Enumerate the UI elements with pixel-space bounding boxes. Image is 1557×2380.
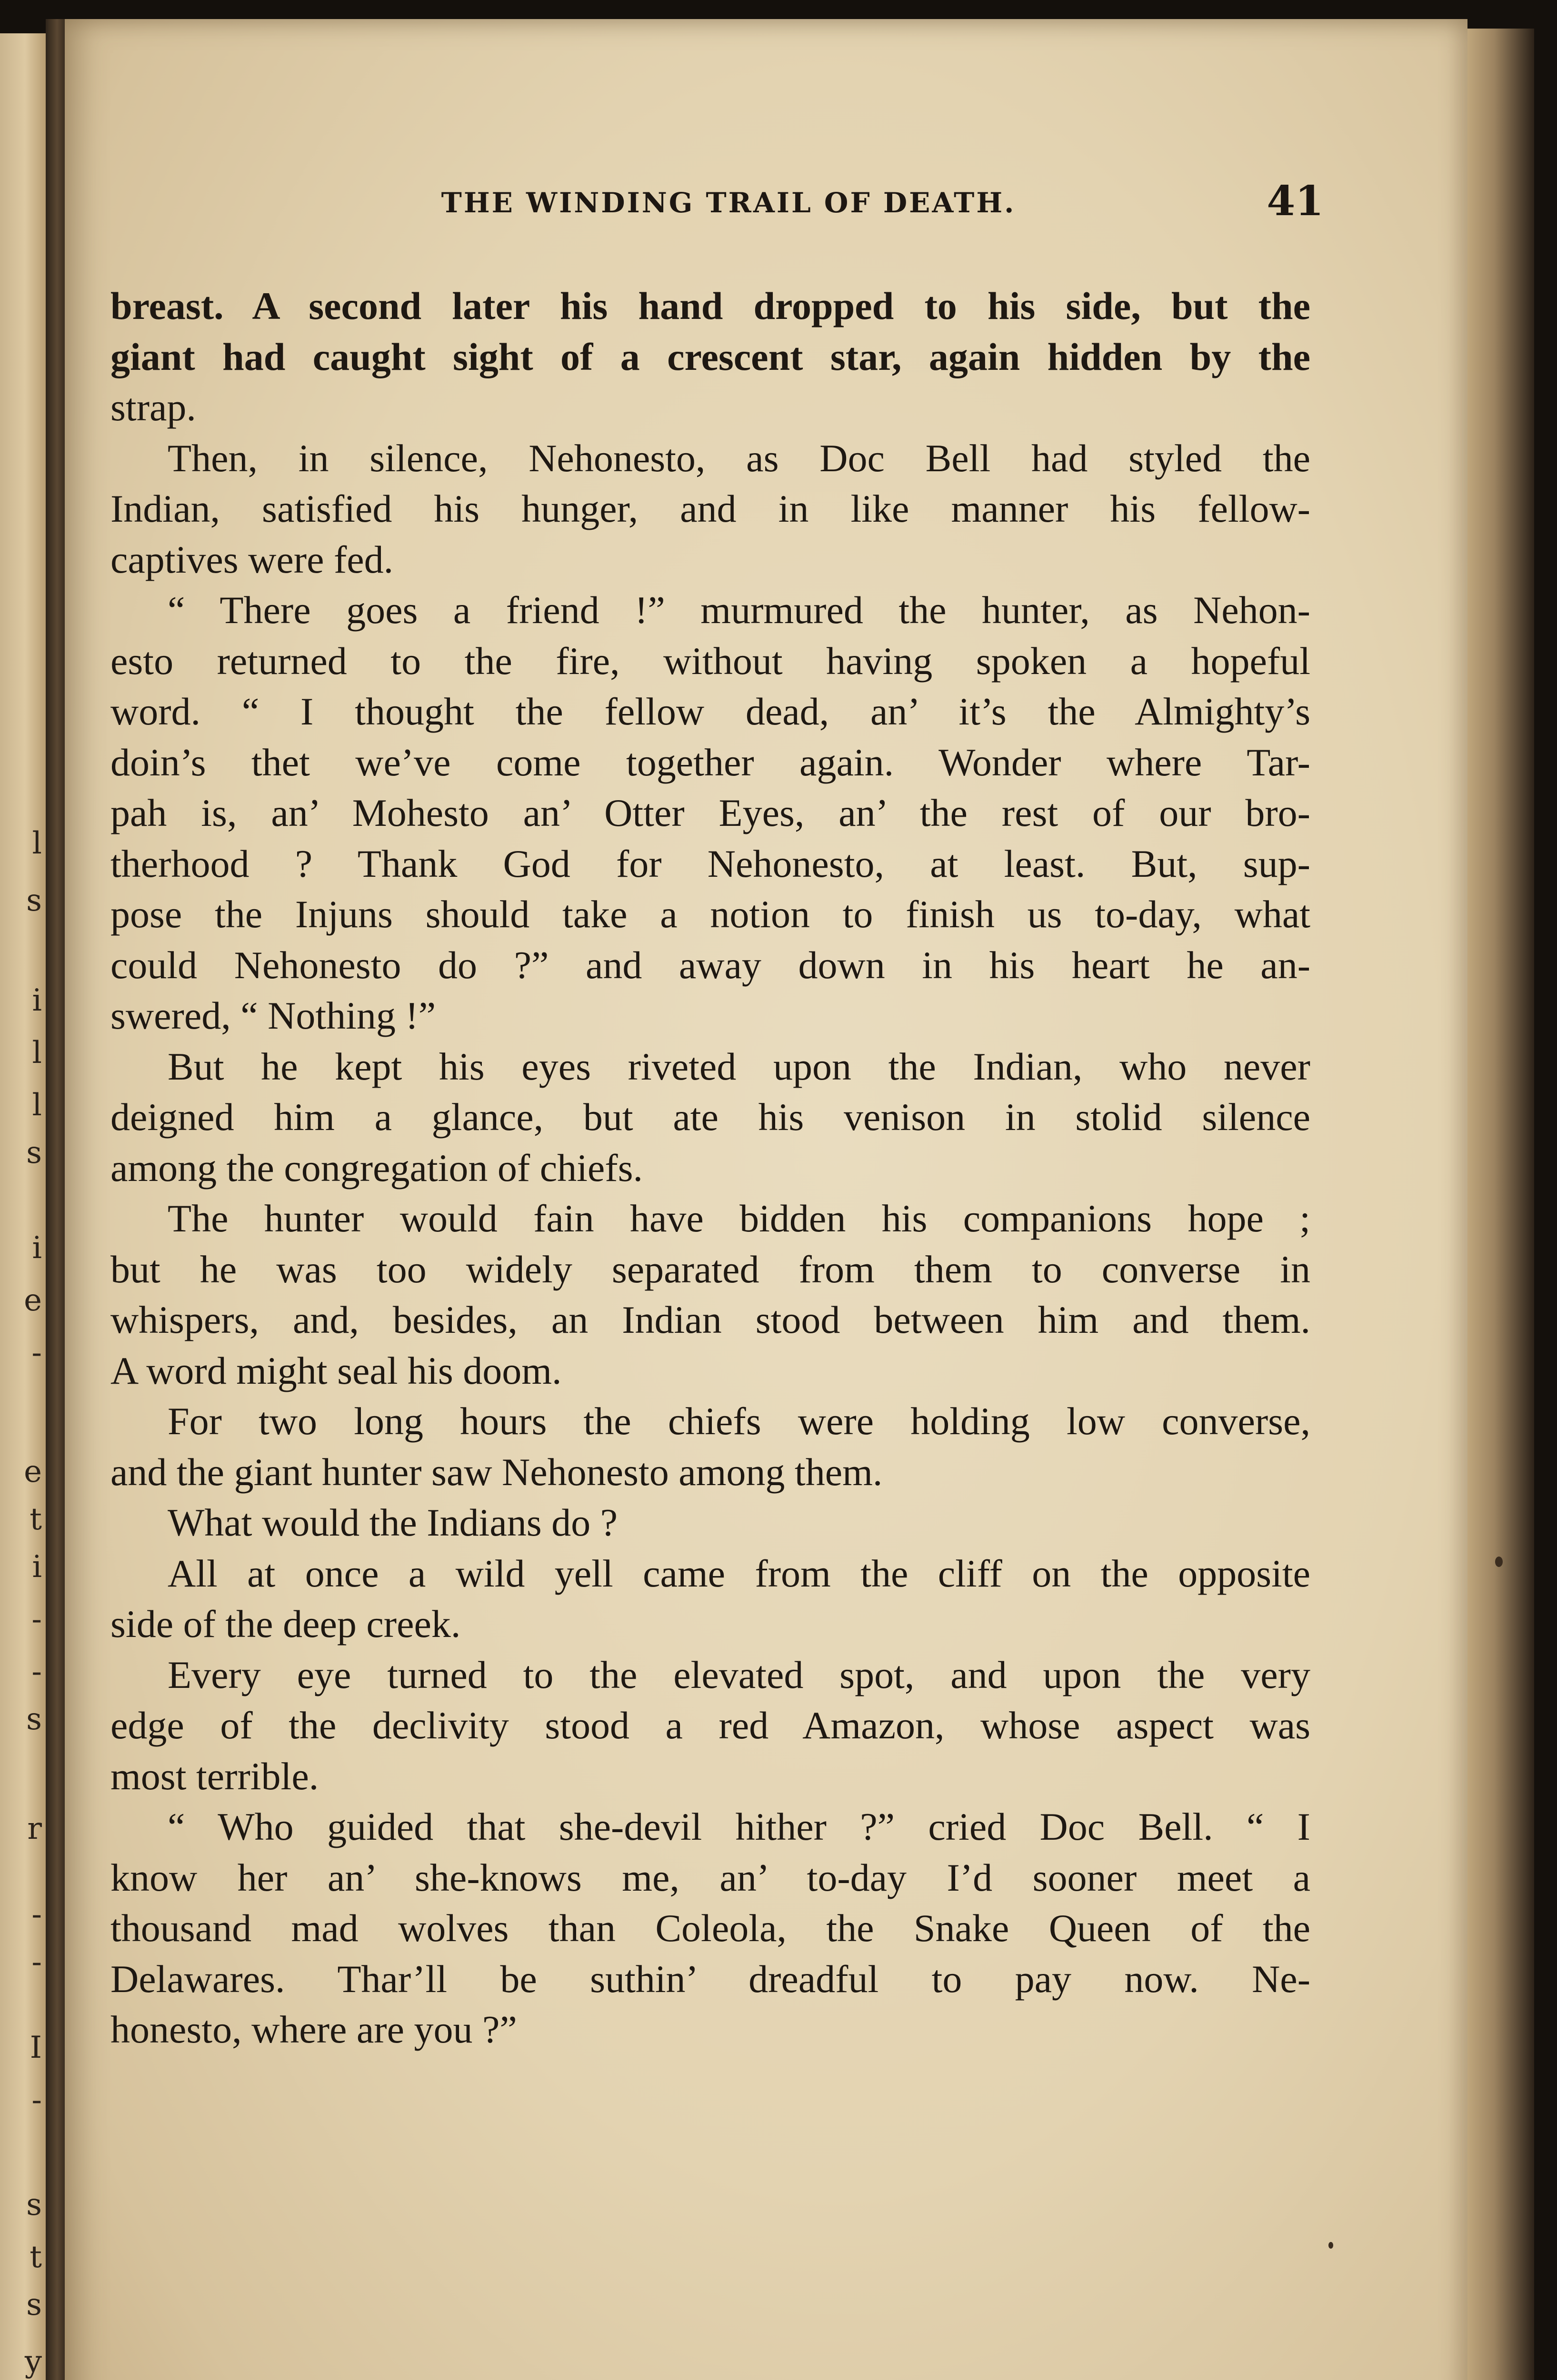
margin-fragment: t [30,1502,42,1537]
margin-fragment: y [24,2344,42,2380]
margin-fragment: - [31,1654,42,1689]
text-line: and the giant hunter saw Nehonesto among them. [110,1450,883,1494]
text-line: side of the deep creek. [110,1602,461,1646]
text-line: but he was too widely separated from them to converse in [110,1247,1310,1291]
text-line: giant had caught sight of a crescent star, again hidden by the [110,335,1310,378]
text-line: doin’s thet we’ve come together again. Wonder where Tar- [110,740,1310,784]
margin-fragment: l [32,1088,42,1123]
previous-page-edge [0,33,49,2380]
margin-fragment: l [32,826,42,861]
text-line: word. “ I thought the fellow dead, an’ it’s the Almighty’s [110,690,1310,733]
margin-fragment: - [31,2082,42,2118]
text-line: Indian, satisfied his hunger, and in like manner his fellow- [110,487,1310,530]
text-line: “ There goes a friend !” murmured the hunter, as Nehon- [168,588,1310,632]
text-line: among the congregation of chiefs. [110,1146,643,1190]
margin-fragment: - [31,1897,42,1932]
text-line: therhood ? Thank God for Nehonesto, at least. But, sup- [110,842,1310,885]
text-line: “ Who guided that she-devil hither ?” cried Doc Bell. “ I [168,1805,1310,1848]
page-body-text [110,281,1310,2055]
text-line: Every eye turned to the elevated spot, and upon the very [168,1653,1310,1696]
margin-fragment: i [32,983,42,1018]
text-line: For two long hours the chiefs were holding low converse, [168,1399,1310,1443]
margin-fragment: s [26,1135,42,1170]
text-line: captives were fed. [110,537,394,581]
text-line: could Nehonesto do ?” and away down in his heart he an- [110,943,1310,987]
text-line: thousand mad wolves than Coleola, the Snake Queen of the [110,1906,1310,1950]
margin-fragment: l [32,1035,42,1071]
margin-fragment: r [27,1811,42,1846]
text-line: edge of the declivity stood a red Amazon, whose aspect was [110,1704,1310,1747]
text-line: What would the Indians do ? [168,1501,618,1544]
margin-fragment: - [31,1602,42,1637]
text-line: Delawares. Thar’ll be suthin’ dreadful to pay now. Ne- [110,1957,1310,2001]
text-line: All at once a wild yell came from the cliff on the opposite [168,1551,1310,1595]
margin-fragment: s [26,2187,42,2222]
margin-fragment: - [31,1335,42,1370]
margin-fragment: e [24,1283,42,1318]
text-line: esto returned to the fire, without having spoken a hopeful [110,639,1310,683]
margin-fragment: i [32,1230,42,1266]
margin-fragment: s [26,2287,42,2322]
margin-fragment: - [31,1944,42,1980]
text-line: A word might seal his doom. [110,1349,562,1392]
text-line: whispers, and, besides, an Indian stood between him and them. [110,1298,1310,1341]
margin-fragment: e [24,1454,42,1489]
book-spine [46,19,65,2380]
page-number: 41 [1267,177,1324,225]
text-line: Then, in silence, Nehonesto, as Doc Bell had styled the [168,436,1310,480]
text-line: most terrible. [110,1754,319,1798]
text-line: strap. [110,386,196,429]
margin-fragment: t [30,2240,42,2275]
text-line: But he kept his eyes riveted upon the Indian, who never [168,1044,1310,1088]
text-line: pah is, an’ Mohesto an’ Otter Eyes, an’ the rest of our bro- [110,791,1310,834]
margin-fragment: i [32,1549,42,1585]
text-line: deigned him a glance, but ate his venison in stolid silence [110,1095,1310,1139]
page-stack-edge [1467,29,1534,2380]
paper-speck [1328,2242,1333,2249]
margin-fragment: s [26,1702,42,1737]
text-line: breast. A second later his hand dropped to his side, but the [110,284,1310,327]
text-line: The hunter would fain have bidden his companions hope ; [168,1197,1310,1240]
paper-speck [1495,1557,1503,1567]
margin-fragment: s [26,883,42,918]
text-line: honesto, where are you ?” [110,2008,517,2051]
margin-fragment: I [30,2030,42,2065]
text-line: pose the Injuns should take a notion to finish us to-day, what [110,892,1310,936]
text-line: know her an’ she-knows me, an’ to-day I’d sooner meet a [110,1855,1310,1899]
text-line: swered, “ Nothing !” [110,994,436,1037]
running-head: THE WINDING TRAIL OF DEATH. [441,187,1016,219]
